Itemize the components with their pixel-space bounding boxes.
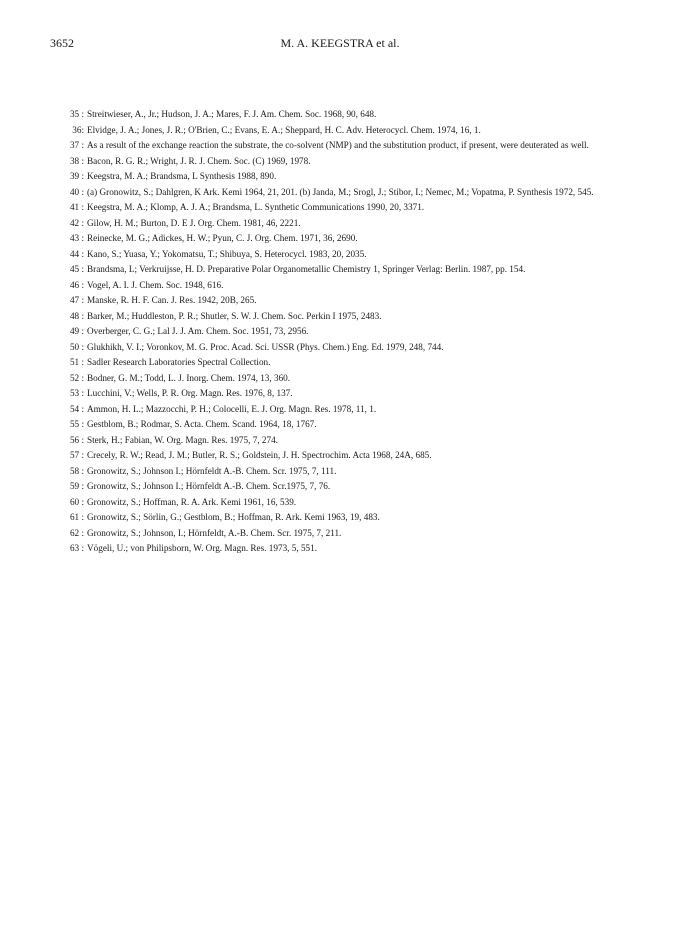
reference-item xyxy=(60,262,635,278)
reference-item xyxy=(60,123,635,139)
reference-number: 39 : xyxy=(69,171,84,181)
reference-text: Gronowitz, S.; Hoffman, R. A. Ark. Kemi 1961, 16, 539. xyxy=(87,496,297,507)
reference-text: Sterk, H.; Fabian, W. Org. Magn. Res. 1975, 7, 274. xyxy=(87,434,278,445)
reference-number: 63 : xyxy=(69,543,84,553)
reference-item xyxy=(60,464,635,480)
reference-list xyxy=(60,107,635,557)
reference-number: 49 : xyxy=(69,326,84,336)
reference-text: Elvidge, J. A.; Jones, J. R.; O'Brien, C.; Evans, E. A.; Sheppard, H. C. Adv. Heterocycl. Chem. 1974, 16, 1. xyxy=(87,124,481,135)
reference-number: 55 : xyxy=(69,419,84,429)
reference-item xyxy=(60,355,635,371)
page-header xyxy=(0,36,680,54)
reference-number: 54 : xyxy=(69,403,84,414)
reference-text: Gronowitz, S.; Johnson I.; Hörnfeldt A.-B. Chem. Scr.1975, 7, 76. xyxy=(87,481,331,491)
reference-text: Vögeli, U.; von Philipsborn, W. Org. Magn. Res. 1973, 5, 551. xyxy=(87,543,318,553)
reference-item xyxy=(60,448,635,464)
reference-number: 38 : xyxy=(69,155,84,166)
reference-number: 48 : xyxy=(69,310,84,321)
reference-number: 53 : xyxy=(69,388,84,398)
reference-text: Ammon, H. L.; Mazzocchi, P. H.; Colocelli, E. J. Org. Magn. Res. 1978, 11, 1. xyxy=(87,403,377,414)
reference-text: Bacon, R. G. R.; Wright, J. R. J. Chem. Soc. (C) 1969, 1978. xyxy=(87,155,311,166)
reference-text: Barker, M.; Huddleston, P. R.; Shutler, S. W. J. Chem. Soc. Perkin I 1975, 2483. xyxy=(87,310,382,321)
reference-text: Manske, R. H. F. Can. J. Res. 1942, 20B, 265. xyxy=(87,295,257,305)
reference-text: Gilow, H. M.; Burton, D. E J. Org. Chem. 1981, 46, 2221. xyxy=(87,217,301,228)
reference-item xyxy=(60,324,635,340)
reference-number: 60 : xyxy=(69,496,84,507)
reference-text: Lucchini, V.; Wells, P. R. Org. Magn. Res. 1976, 8, 137. xyxy=(87,388,293,398)
reference-item xyxy=(60,340,635,356)
reference-text: Gronowitz, S.; Sörlin, G.; Gestblom, B.; Hoffman, R. Ark. Kemi 1963, 19, 483. xyxy=(87,512,380,522)
reference-text: Overberger, C. G.; Lal J. J. Am. Chem. Soc. 1951, 73, 2956. xyxy=(87,326,309,336)
reference-number: 61 : xyxy=(69,512,84,522)
reference-number: 62 : xyxy=(69,527,84,538)
reference-text: As a result of the exchange reaction the substrate, the co-solvent (NMP) and the substitution product, if present, were deuterated as well. xyxy=(87,140,589,150)
reference-number: 36: xyxy=(72,124,84,135)
reference-number: 52 : xyxy=(69,372,84,383)
reference-item xyxy=(60,510,635,526)
reference-item xyxy=(60,154,635,170)
reference-number: 45 : xyxy=(69,264,84,274)
reference-number: 44 : xyxy=(69,248,84,259)
reference-text: Gronowitz, S.; Johnson, I.; Hörnfeldt, A.-B. Chem. Scr. 1975, 7, 211. xyxy=(87,527,342,538)
reference-number: 50 : xyxy=(69,341,84,352)
reference-number: 47 : xyxy=(69,295,84,305)
reference-item xyxy=(60,402,635,418)
reference-text: (a) Gronowitz, S.; Dahlgren, K Ark. Kemi 1964, 21, 201. (b) Janda, M.; Srogl, J.; Stibor, I.; Nemec, M.; Vopatma, P. Synthesis 1972, 545. xyxy=(87,186,594,197)
reference-text: Brandsma, L; Verkruijsse, H. D. Preparative Polar Organometallic Chemistry 1, Springer Verlag: Berlin. 1987, pp. 154. xyxy=(87,264,526,274)
reference-item xyxy=(60,293,635,309)
reference-text: Keegstra, M. A.; Klomp, A. J. A.; Brandsma, L. Synthetic Communications 1990, 20, 3371. xyxy=(87,202,425,212)
reference-number: 40 : xyxy=(69,186,84,197)
reference-item xyxy=(60,541,635,557)
reference-number: 35 : xyxy=(69,109,84,119)
reference-number: 51 : xyxy=(69,357,84,367)
reference-item xyxy=(60,231,635,247)
reference-number: 56 : xyxy=(69,434,84,445)
reference-text: Crecely, R. W.; Read, J. M.; Butler, R. S.; Goldstein, J. H. Spectrochim. Acta 1968, 24A, 685. xyxy=(87,450,432,460)
reference-number: 59 : xyxy=(69,481,84,491)
reference-text: Glukhikh, V. I.; Voronkov, M. G. Proc. Acad. Sci. USSR (Phys. Chem.) Eng. Ed. 1979, 248, 744. xyxy=(87,341,444,352)
reference-text: Gronowitz, S.; Johnson I.; Hörnfeldt A.-B. Chem. Scr. 1975, 7, 111. xyxy=(87,465,337,476)
reference-text: Streitwieser, A., Jr.; Hudson, J. A.; Mares, F. J. Am. Chem. Soc. 1968, 90, 648. xyxy=(87,109,377,119)
reference-item xyxy=(60,309,635,325)
page-number: 3652 xyxy=(50,36,74,50)
reference-text: Sadler Research Laboratories Spectral Collection. xyxy=(87,357,271,367)
running-head: M. A. KEEGSTRA et al. xyxy=(280,36,400,50)
reference-item xyxy=(60,247,635,263)
reference-text: Reinecke, M. G.; Adickes, H. W.; Pyun, C. J. Org. Chem. 1971, 36, 2690. xyxy=(87,233,358,243)
reference-item xyxy=(60,107,635,123)
reference-text: Keegstra, M. A.; Brandsma, L Synthesis 1988, 890. xyxy=(87,171,277,181)
reference-item xyxy=(60,479,635,495)
reference-number: 42 : xyxy=(69,217,84,228)
reference-item xyxy=(60,185,635,201)
reference-number: 46 : xyxy=(69,279,84,290)
reference-text: Bodner, G. M.; Todd, L. J. Inorg. Chem. 1974, 13, 360. xyxy=(87,372,291,383)
reference-number: 57 : xyxy=(69,450,84,460)
reference-item xyxy=(60,433,635,449)
reference-item xyxy=(60,216,635,232)
reference-item xyxy=(60,386,635,402)
reference-text: Gestblom, B.; Rodmar, S. Acta. Chem. Scand. 1964, 18, 1767. xyxy=(87,419,317,429)
reference-number: 43 : xyxy=(69,233,84,243)
reference-item xyxy=(60,495,635,511)
reference-number: 58 : xyxy=(69,465,84,476)
reference-number: 37 : xyxy=(69,140,84,150)
reference-item xyxy=(60,526,635,542)
reference-number: 41 : xyxy=(69,202,84,212)
reference-item xyxy=(60,417,635,433)
reference-text: Kano, S.; Yuasa, Y.; Yokomatsu, T.; Shibuya, S. Heterocycl. 1983, 20, 2035. xyxy=(87,248,367,259)
reference-item xyxy=(60,138,635,154)
reference-item xyxy=(60,169,635,185)
reference-item xyxy=(60,371,635,387)
reference-item xyxy=(60,200,635,216)
reference-item xyxy=(60,278,635,294)
reference-text: Vogel, A. I. J. Chem. Soc. 1948, 616. xyxy=(87,279,224,290)
